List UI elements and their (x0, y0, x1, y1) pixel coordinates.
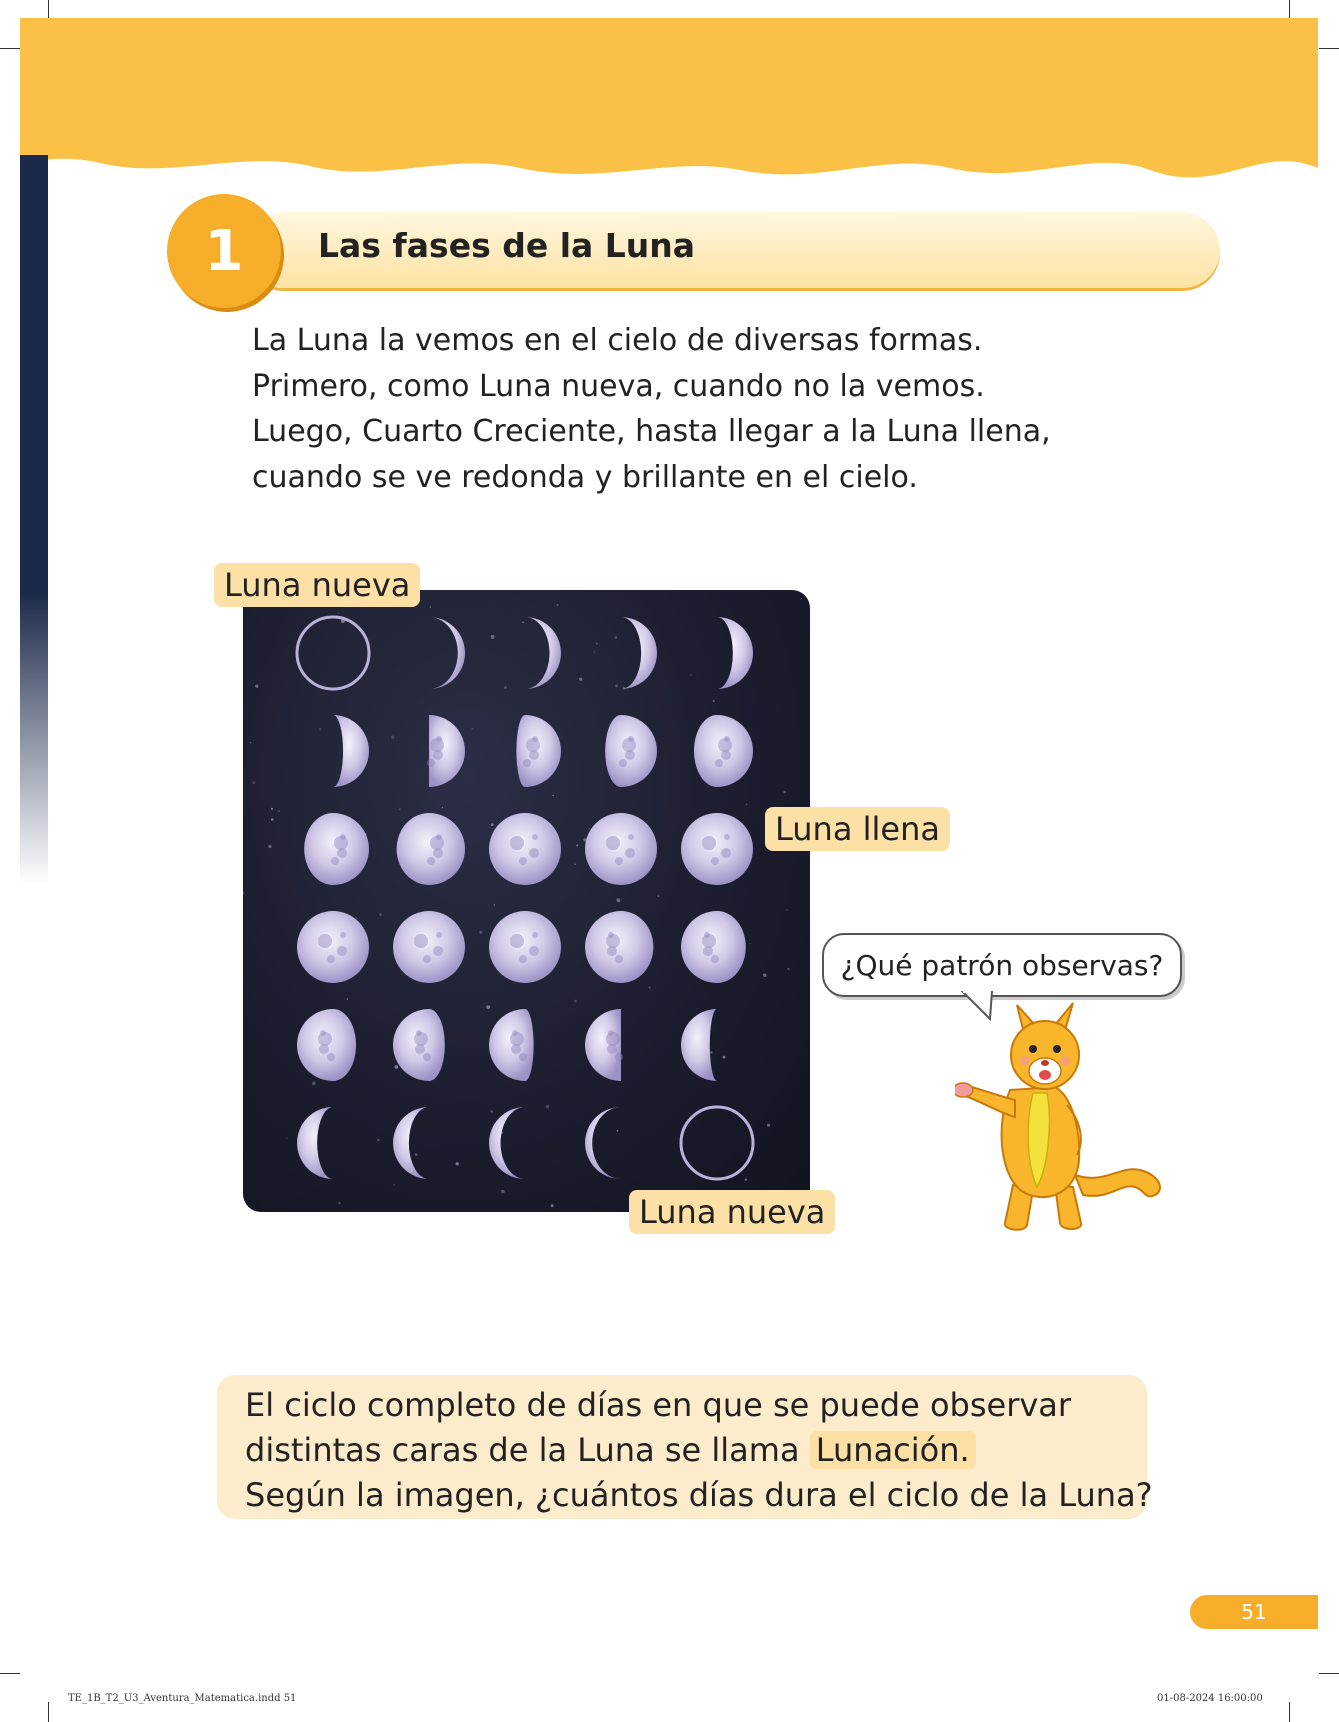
intro-line: cuando se ve redonda y brillante en el cielo. (252, 459, 918, 495)
star (617, 898, 621, 902)
star (786, 909, 787, 910)
star (456, 1162, 459, 1165)
star (723, 1056, 726, 1059)
label-new-moon-top: Luna nueva (214, 563, 420, 607)
label-new-moon-bottom: Luna nueva (629, 1190, 835, 1234)
star (504, 686, 507, 689)
star (552, 795, 554, 797)
intro-line: La Luna la vemos en el cielo de diversas formas. (252, 323, 983, 358)
moon-phase (717, 617, 753, 689)
star (594, 651, 595, 652)
moon-phase (297, 911, 369, 983)
star (615, 636, 618, 639)
star (491, 1110, 493, 1112)
star (617, 1130, 619, 1132)
star (551, 1204, 554, 1207)
star (787, 968, 789, 970)
star (379, 913, 382, 916)
crop-mark (48, 1702, 49, 1722)
term-highlight: Lunación. (810, 1431, 976, 1469)
moon-phase (489, 813, 561, 885)
moon-phase (585, 1107, 621, 1179)
star (574, 1000, 577, 1003)
star (346, 998, 348, 1000)
star (596, 643, 598, 645)
moon-phase (489, 1009, 534, 1081)
moon-phase (393, 1107, 429, 1179)
star (576, 845, 578, 847)
info-text (245, 1383, 1153, 1518)
star (243, 892, 244, 894)
star (356, 917, 358, 919)
moon-phase (489, 1107, 525, 1179)
star (745, 1179, 747, 1181)
label-full-moon: Luna llena (765, 807, 950, 851)
star (399, 808, 401, 810)
moon-phase (489, 911, 561, 983)
star (763, 974, 766, 977)
moon-phase (393, 911, 465, 983)
star (579, 678, 582, 681)
crop-mark (1289, 1702, 1290, 1722)
moon-phase (605, 715, 657, 787)
cat-mascot-illustration (955, 995, 1175, 1240)
star (690, 674, 692, 676)
star (491, 635, 495, 639)
star (649, 987, 651, 989)
star (783, 791, 785, 793)
star (271, 818, 274, 821)
star (486, 1005, 490, 1009)
section-title: Las fases de la Luna (318, 226, 696, 265)
header-wave (20, 18, 1318, 188)
footer-file-info: TE_1B_T2_U3_Aventura_Matematica.indd 51 (68, 1693, 297, 1704)
speech-text: ¿Qué patrón observas? (840, 948, 1164, 982)
moon-phase (585, 911, 653, 983)
info-question: Según la imagen, ¿cuántos días dura el ciclo de la Luna? (245, 1476, 1153, 1514)
moon-phase (681, 813, 753, 885)
star (479, 931, 482, 934)
moon-phase (333, 715, 369, 787)
star (268, 845, 271, 848)
crop-mark (1289, 0, 1290, 20)
star (286, 1137, 287, 1138)
star (657, 895, 659, 897)
crop-mark (1319, 48, 1339, 49)
star (546, 1105, 550, 1109)
star (615, 684, 618, 687)
star (338, 1202, 340, 1204)
moon-phase (393, 1009, 445, 1081)
footer-timestamp: 01-08-2024 16:00:00 (1157, 1693, 1263, 1704)
star (494, 904, 495, 905)
moon-phase (621, 617, 657, 689)
intro-line: Primero, como Luna nueva, cuando no la vemos. (252, 368, 985, 404)
moon-phase (427, 715, 465, 787)
moon-phase (681, 911, 746, 983)
star (522, 621, 524, 623)
moon-phase (585, 1009, 623, 1081)
info-line: El ciclo completo de días en que se puede observar (245, 1386, 1072, 1424)
moon-phases-panel (243, 590, 810, 1212)
moon-phase (681, 1009, 717, 1081)
star (710, 1051, 713, 1054)
moon-phase (297, 1009, 356, 1081)
crop-mark (1319, 1673, 1339, 1674)
star (588, 828, 589, 829)
star (312, 1082, 316, 1086)
intro-paragraph (252, 318, 1051, 500)
star (491, 823, 494, 826)
star (394, 1184, 395, 1185)
moon-phases-grid (243, 590, 810, 1212)
crop-mark (48, 0, 49, 20)
moon-phase (429, 617, 465, 689)
moon-phase (694, 715, 753, 787)
star (338, 613, 339, 614)
star (501, 1190, 505, 1194)
star (255, 685, 258, 688)
star (574, 864, 575, 865)
section-number: 1 (167, 194, 281, 308)
moon-phase (397, 813, 465, 885)
star (442, 807, 443, 808)
star (713, 700, 715, 702)
side-bar (20, 155, 48, 885)
star (271, 808, 273, 810)
crop-mark (0, 1673, 20, 1674)
star (250, 742, 252, 744)
star (767, 1124, 770, 1127)
star (415, 1153, 418, 1156)
star (391, 736, 394, 739)
star (252, 781, 255, 784)
page-number: 51 (1190, 1595, 1318, 1629)
intro-line: Luego, Cuarto Creciente, hasta llegar a la Luna llena, (252, 414, 1051, 449)
star (278, 810, 280, 812)
moon-phase (525, 617, 561, 689)
speech-bubble (822, 933, 1182, 997)
star (556, 604, 558, 606)
star (395, 1065, 399, 1069)
moon-phase (304, 813, 369, 885)
star (472, 728, 474, 730)
crop-mark (0, 48, 20, 49)
star (430, 606, 431, 607)
moon-phase (297, 1107, 333, 1179)
star (746, 803, 748, 805)
moon-phase (516, 715, 561, 787)
star (377, 1139, 380, 1142)
info-line-prefix: distintas caras de la Luna se llama (245, 1431, 800, 1469)
info-line (245, 1428, 1153, 1473)
star (749, 943, 750, 944)
new-moon-phase (297, 617, 369, 689)
moon-phase (585, 813, 657, 885)
star (319, 728, 321, 730)
new-moon-phase (681, 1107, 753, 1179)
